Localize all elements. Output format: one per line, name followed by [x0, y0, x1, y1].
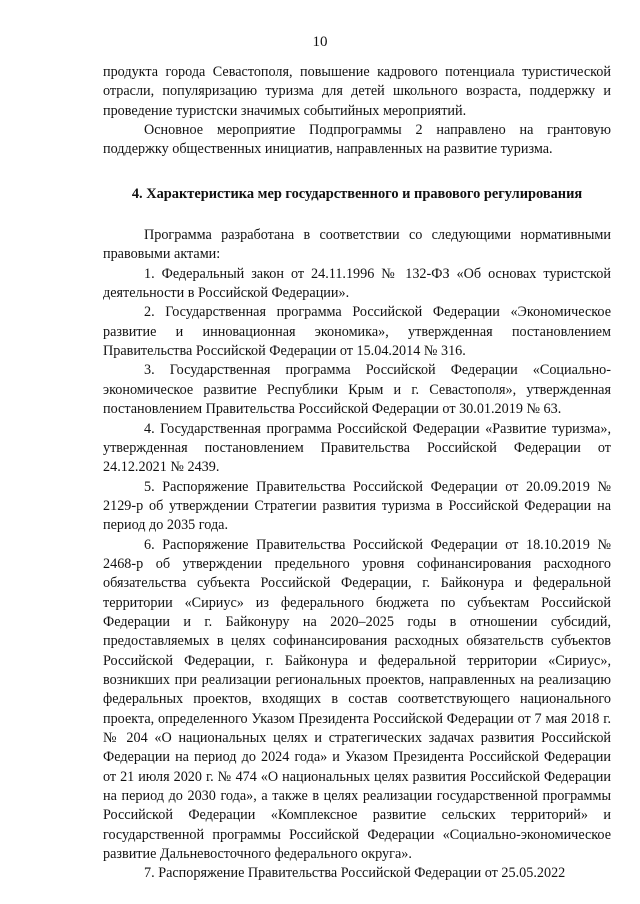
act-item-2: 2. Государственная программа Российской Федерации «Экономическое развитие и инновационная экономика», утвержденная постановлением Правительства Российской Федерации от 15.04.2014 № 316.: [103, 304, 611, 360]
act-item-4: 4. Государственная программа Российской Федерации «Развитие туризма», утвержденная постановлением Правительства Российской Федерации от 24.12.2021 № 2439.: [103, 420, 611, 476]
section-heading: 4. Характеристика мер государственного и правового регулирования: [131, 185, 583, 202]
paragraph-continuation: продукта города Севастополя, повышение кадрового потенциала туристической отрасли, популяризацию туризма для детей школьного возраста, поддержку и проведение туристски значимых событийных мероприятий.: [103, 64, 611, 119]
paragraph-grant-support: Основное мероприятие Подпрограммы 2 направлено на грантовую поддержку общественных инициатив, направленных на развитие туризма.: [103, 122, 611, 158]
document-body: [103, 63, 611, 884]
act-item-7: 7. Распоряжение Правительства Российской Федерации от 25.05.2022: [144, 865, 566, 882]
act-item-3: 3. Государственная программа Российской Федерации «Социально-экономическое развитие Республики Крым и г. Севастополя», утвержденная постановлением Правительства Российской Федерации от 30.01.2019 № 63.: [103, 362, 611, 418]
act-item-5: 5. Распоряжение Правительства Российской Федерации от 20.09.2019 № 2129-р об утверждении Стратегии развития туризма в Российской Федерации на период до 2035 года.: [103, 478, 611, 534]
act-item-6: 6. Распоряжение Правительства Российской Федерации от 18.10.2019 № 2468-р об утверждении предельного уровня софинансирования расходного обязательства субъекта Российской Федерации, г. Байконура и федеральной территории «Сириус» из федерального бюджета по субъектам Российской Федерации и г. Байконуру на 2020–2025 годы в отношении субсидий, предоставляемых в целях софинансирования расходных обязательств субъектов Российской Федерации, г. Байконура и федеральной территории «Сириус», возникших при реализации региональных проектов, направленных на реализацию федеральных проектов, входящих в состав соответствующего национального проекта, определенного Указом Президента Российской Федерации от 7 мая 2018 г. № 204 «О национальных целях и стратегических задачах развития Российской Федерации на период до 2024 года» и Указом Президента Российской Федерации от 21 июля 2020 г. № 474 «О национальных целях развития Российской Федерации на период до 2030 года», а также в целях реализации государственной программы Российской Федерации «Комплексное развитие сельских территорий» и государственной программы Российской Федерации «Социально-экономическое развитие Дальневосточного федерального округа».: [103, 536, 611, 863]
page-number: 10: [312, 34, 328, 50]
paragraph-intro: Программа разработана в соответствии со следующими нормативными правовыми актами:: [103, 227, 611, 263]
act-item-1: 1. Федеральный закон от 24.11.1996 № 132-ФЗ «Об основах туристской деятельности в Российской Федерации».: [103, 265, 611, 302]
